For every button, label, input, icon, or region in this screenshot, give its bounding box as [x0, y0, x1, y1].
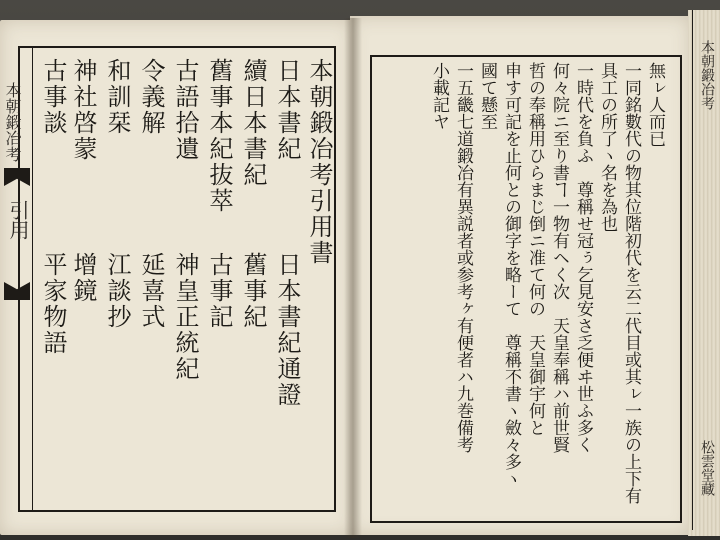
edge-stamp: 松雲堂藏 — [699, 440, 715, 496]
index-column-5: 令義解 — [137, 58, 165, 136]
text-column-6: 哲の奉稱用ひらまじ倒ニ准て何の 天皇御宇何と — [525, 62, 545, 436]
index-heading: 本朝鍛冶考引用書 — [305, 58, 333, 266]
index-column-1: 日本書紀 — [273, 58, 301, 162]
text-column-1: 無ㇾ人而已 — [645, 62, 665, 147]
edge-rule — [692, 10, 693, 530]
index-column-3: 舊事本紀抜萃 — [205, 58, 233, 214]
text-column-2: 一同銘數代の物其位階初代を云二代目或其ㇾ一族の上下有 — [621, 62, 641, 504]
text-column-9: 一五畿七道鍛冶有異説者或参考ヶ有便者ハ九巻備考 — [453, 62, 473, 453]
text-column-5: 何々院ニ至り書ヿ一物有ヘく次 天皇奉稱ハ前世賢 — [549, 62, 569, 453]
index-column-4: 古語拾遺 — [171, 58, 199, 162]
text-column-10: 小載記ヤ — [429, 62, 449, 130]
text-column-3: 具工の所了ヽ名を為也 — [597, 62, 617, 232]
book-gutter — [344, 18, 362, 538]
index-column-14: 江談抄 — [103, 252, 131, 330]
index-column-2: 續日本書紀 — [239, 58, 267, 188]
index-column-13: 延喜式 — [137, 252, 165, 330]
spine-rule — [32, 48, 33, 510]
edge-title: 本朝鍛冶考 — [699, 40, 715, 110]
text-column-4: 一時代を負ふ 尊稱せ冠ぅ乞見安さ乏便ヰ世ふ多く — [573, 62, 593, 453]
spine-section: 引用 — [6, 200, 30, 240]
index-column-15: 增鏡 — [69, 252, 97, 304]
index-column-16: 平家物語 — [39, 252, 67, 356]
spine-title: 本朝鍛冶考 — [3, 82, 22, 162]
index-column-11: 古事記 — [205, 252, 233, 330]
index-column-8: 古事談 — [39, 58, 67, 136]
index-column-7: 神社啓蒙 — [69, 58, 97, 162]
index-column-10: 舊事紀 — [239, 252, 267, 330]
index-column-12: 神皇正統紀 — [171, 252, 199, 382]
text-column-8: 國て懸至 — [477, 62, 497, 130]
index-column-6: 和訓栞 — [103, 58, 131, 136]
text-column-7: 申す可記を止何との御字を略ーて 尊稱不書ヽ斂々多ヽ — [501, 62, 521, 487]
index-column-9: 日本書紀通證 — [273, 252, 301, 408]
